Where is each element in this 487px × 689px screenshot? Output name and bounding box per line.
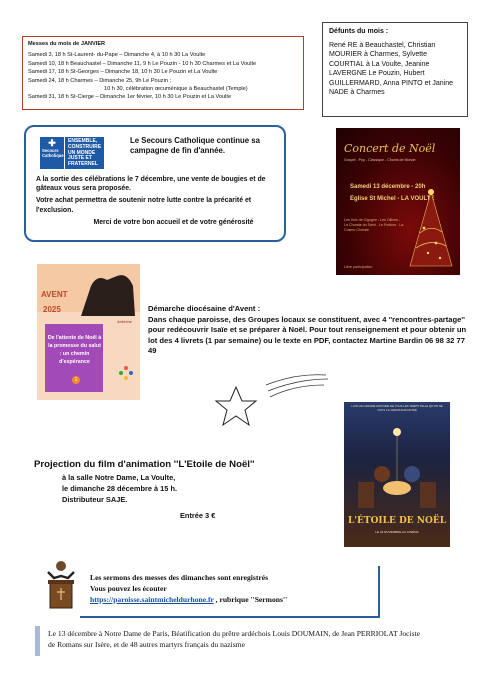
concert-place: Eglise St Michel - LA VOULTE <box>350 196 435 202</box>
secours-logo-name: Secours Catholique <box>42 148 64 158</box>
concert-free: Libre participation <box>344 265 373 269</box>
projection-line: Distributeur SAJE. <box>62 495 128 504</box>
etoile-title: L'ÉTOILE DE NOËL <box>347 516 447 526</box>
secours-catholique-box <box>24 125 286 242</box>
etoile-date: LE 26 NOVEMBRE AU CINÉMA <box>375 530 419 534</box>
sermons-line: Vous pouvez les écouter <box>90 584 167 593</box>
secours-catholique-logo <box>40 137 104 169</box>
messes-line: Samedi 17, 18 h St-Georges – Dimanche 18, 10 h 30 Le Pouzin et La Voulte <box>28 69 218 76</box>
avent-year: 2025 <box>43 305 61 314</box>
beatification-notice <box>35 626 435 656</box>
concert-poster <box>336 128 460 275</box>
messes-line: Samedi 31, 18 h St-Cierge – Dimanche 1er février, 10 h 30 Le Pouzin et La Voulte <box>28 94 232 101</box>
messes-line: Samedi 3, 18 h St-Laurent- du-Pape – Dimanche 4, à 10 h 30 La Voulte <box>28 52 206 59</box>
avent-title: AVENT <box>41 290 68 299</box>
sermons-line: Les sermons des messes des dimanches sont enregistrés <box>90 573 269 582</box>
etoile-tagline: LA PLUS GRANDE HISTOIRE DE TOUS LES TEMPS TELLE QU'ON NE VOUS L'A JAMAIS RACONTÉE <box>351 404 443 412</box>
avent-poster <box>37 264 140 400</box>
secours-logo-mark <box>40 137 64 169</box>
shooting-star-icon <box>206 371 332 431</box>
secours-heading: Le Secours Catholique continue sa campagne de fin d'année. <box>130 136 260 155</box>
projection-price: Entrée 3 € <box>180 511 216 520</box>
beatification-text: Le 13 décembre à Notre Dame de Paris, Béatification du prêtre ardéchois Louis DOUMAIN, de Jean PERRIOLAT Jociste de Romans sur Isère, et de 48 autres martyrs français du nazisme <box>48 629 421 649</box>
sermons-link[interactable]: https://paroisse.saintmicheldurhone.fr <box>90 595 214 604</box>
christmas-tree-icon <box>406 188 456 268</box>
diocese-logo-text: Ardèche <box>117 319 132 324</box>
secours-thanks: Merci de votre bon accueil et de votre générosité <box>93 218 254 226</box>
demarche-heading: Démarche diocésaine d'Avent : <box>148 304 261 313</box>
avent-panel-text: De l'attente de Noël à la promesse du salut : un chemin d'espérance <box>47 335 102 365</box>
avent-badge: 1 <box>72 376 80 384</box>
secours-body <box>36 175 281 230</box>
demarche-body: Dans chaque paroisse, des Groupes locaux se constituent, avec 4 ''rencontres-partage'' pour redécouvrir Isaïe et se préparer à Noël. Pour tout renseignement et pour obtenir un lot des 4 livrets (1 par semaine) ou le texte en PDF, contactez Martine Bardin 06 98 32 77 49 <box>148 314 467 356</box>
colorful-figures-icon <box>117 364 135 382</box>
demarche-text <box>148 304 468 357</box>
secours-paragraph: A la sortie des célébrations le 7 décembre, une vente de bougies et de gâteaux vous sera proposée. <box>36 176 266 193</box>
concert-title: Concert de Noël <box>344 142 436 155</box>
nativity-scene-icon <box>352 422 442 514</box>
sermons-link-row <box>90 594 368 605</box>
messes-line: Samedi 24, 18 h Charmes – Dimanche 25, 9h Le Pouzin ; <box>28 77 172 84</box>
projection-line: le dimanche 28 décembre à 15 h. <box>62 484 178 493</box>
sermons-suffix: , rubrique ''Sermons'' <box>213 595 288 604</box>
messes-box <box>22 36 304 110</box>
projection-line: à la salle Notre Dame, La Voulte, <box>62 473 176 482</box>
secours-paragraph: Votre achat permettra de soutenir notre lutte contre la précarité et l'exclusion. <box>36 197 252 214</box>
secours-slogan: ENSEMBLE, CONSTRUIRE UN MONDE JUSTE ET FRATERNEL <box>65 137 104 169</box>
defunts-list: René RE à Beauchastel, Christian MOURIER à Charmes, Sylvette COURTIAL à La Voulte, Jeanine LAVERGNE Le Pouzin, Hubert GUILLERMARD, Anna PINTO et Janine NADE à Charmes <box>329 41 453 96</box>
defunts-box <box>322 22 468 117</box>
sermons-box <box>80 566 380 618</box>
concert-performers: Les Voix de Cigogne - Les Ollines - La Chorale du Saint - Le Podium - La Cosmo Chorale <box>344 218 404 232</box>
messes-title: Messes du mois de JANVIER <box>28 41 106 47</box>
projection-title: Projection du film d'animation ''L'Etoile de Noël'' <box>34 459 255 470</box>
concert-date: Samedi 13 décembre - 20h <box>350 184 426 190</box>
etoile-de-noel-poster <box>344 402 450 547</box>
defunts-title: Défunts du mois : <box>329 28 389 35</box>
messes-line: 10 h 30, célébration œcuménique à Beauchastel (Temple) <box>104 86 248 93</box>
preacher-pulpit-icon <box>44 558 78 610</box>
cross-icon: ✚ <box>48 138 56 148</box>
messes-line: Samedi 10, 18 h Beauchastel – Dimanche 11, 9 h Le Pouzin - 10 h 30 Charmes et La Voulte <box>28 60 257 67</box>
nativity-silhouette-icon <box>77 266 137 318</box>
projection-text <box>34 459 340 520</box>
concert-subtitle: Gospel - Pop - Classique - Chants de Monde <box>344 158 416 162</box>
